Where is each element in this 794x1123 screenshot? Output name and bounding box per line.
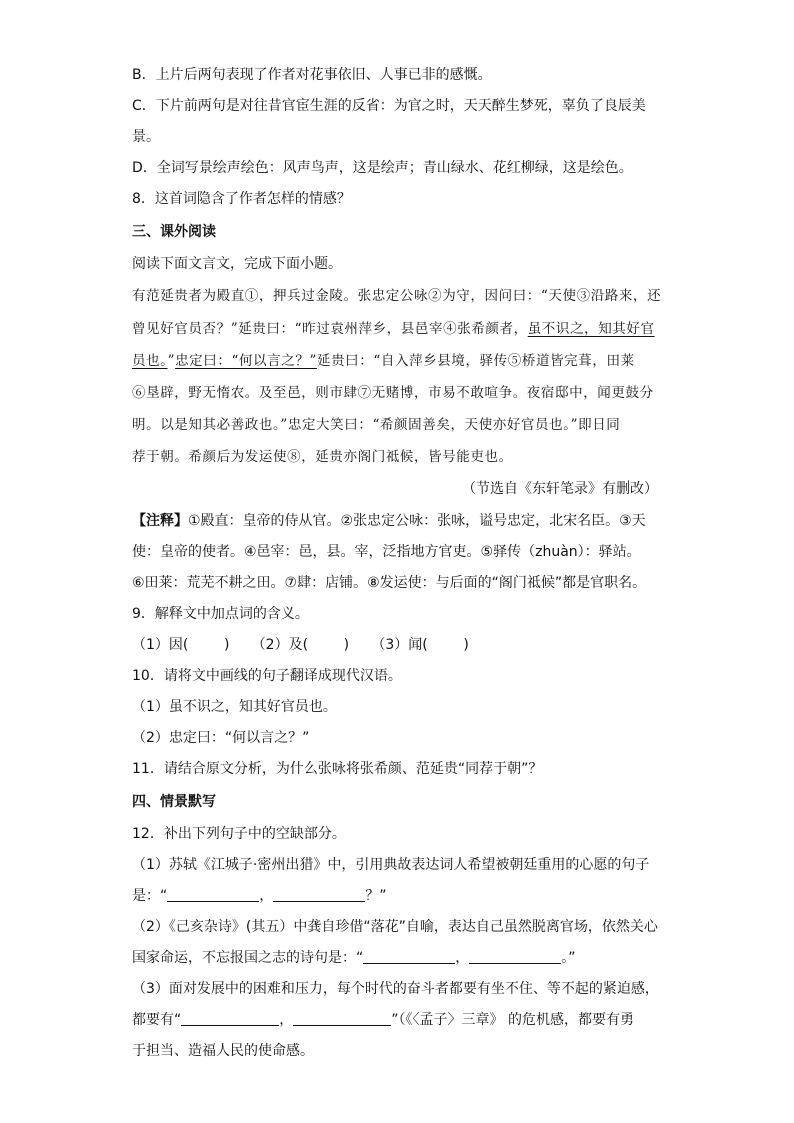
fill-blank[interactable]	[469, 949, 561, 964]
option-c-line1: C．下片前两句是对往昔官宦生涯的反省：为官之时，天天醉生梦死，辜负了良辰美	[132, 98, 646, 114]
fill-blank[interactable]	[181, 1011, 279, 1026]
fill-text: 。”	[561, 950, 576, 966]
option-d: D．全词写景绘声绘色：风声鸟声，这是绘声；青山绿水、花红柳绿，这是绘色。	[132, 160, 633, 176]
question-12-2-line2	[132, 947, 672, 969]
fill-text: ，	[455, 950, 470, 966]
passage-text: 延贵曰：“自入萍乡县境，驿传⑤桥道皆完葺，田莱	[316, 353, 635, 369]
question-12: 12．补出下列句子中的空缺部分。	[132, 826, 346, 842]
passage-line-5: 明。以是知其必善政也。”忠定大笑曰：“希颜固善矣，天使亦好官员也。”即日同	[132, 417, 621, 433]
passage-text: 曾见好官员否？”延贵曰：“昨过袁州萍乡，县邑宰④张希颜者，	[132, 321, 528, 337]
question-12-2-line1: （2）《己亥杂诗》(其五）中龚自珍借“落花”自喻，表达自己虽然脱离官场，依然关心	[132, 919, 658, 935]
fill-blank[interactable]	[273, 887, 365, 902]
option-c-line2: 景。	[132, 129, 160, 145]
notes-line-2: 使：皇帝的使者。④邑宰：邑，县。宰，泛指地方官吏。⑤驿传（zhuàn）：驿站。	[132, 544, 641, 560]
fill-text: ，	[279, 1012, 294, 1028]
notes-label: 【注释】	[132, 513, 188, 529]
question-12-3-line3: 于担当、造福人民的使命感。	[132, 1043, 314, 1059]
fill-blank[interactable]	[363, 949, 455, 964]
section-3-intro: 阅读下面文言文，完成下面小题。	[132, 256, 342, 272]
fill-text: ，	[259, 888, 274, 904]
question-10: 10．请将文中画线的句子翻译成现代汉语。	[132, 668, 402, 684]
passage-line-6: 荐于朝。希颜后为发运使⑧，延贵亦阁门祗候，皆号能吏也。	[132, 449, 513, 465]
notes-line-1	[132, 510, 672, 532]
passage-line-3	[132, 350, 672, 372]
fill-text: ？”	[365, 888, 387, 904]
passage-text: ”	[167, 353, 176, 369]
fill-text: ”（《〈孟子〉三章》 的危机感，都要有勇	[391, 1012, 634, 1028]
section-3-heading: 三、课外阅读	[132, 224, 216, 240]
question-12-1-line2	[132, 885, 672, 907]
section-4-heading: 四、情景默写	[132, 794, 216, 810]
passage-line-2	[132, 318, 672, 340]
underlined-sentence-1: 虽不识之，知其好官	[527, 321, 655, 337]
notes-line-3: ⑥田莱：荒芜不耕之田。⑦肆：店铺。⑧发运使：与后面的“阁门祗候”都是官职名。	[132, 575, 647, 591]
option-b: B．上片后两句表现了作者对花事依旧、人事已非的感慨。	[132, 67, 492, 83]
fill-text: 是：“	[132, 888, 168, 904]
question-12-1-line1: （1）苏轼《江城子·密州出猎》中，引用典故表达词人希望被朝廷重用的心愿的句子	[132, 857, 650, 873]
underlined-sentence-1-end: 员也。	[132, 353, 168, 369]
fill-text: 国家命运，不忘报国之志的诗句是：“	[132, 950, 364, 966]
fill-blank[interactable]	[167, 887, 259, 902]
passage-line-1: 有范延贵者为殿直①，押兵过金陵。张忠定公咏②为守，因问曰：“天使③沿路来，还	[132, 288, 662, 304]
question-10-item-1: （1）虽不识之，知其好官员也。	[132, 699, 337, 715]
fill-text: 都要有“	[132, 1012, 182, 1028]
notes-text: ①殿直：皇帝的侍从官。②张忠定公咏：张咏，谥号忠定，北宋名臣。③天	[188, 513, 646, 529]
question-12-3-line1: （3）面对发展中的困难和压力，每个时代的奋斗者都要有坐不住、等不起的紧迫感，	[132, 981, 659, 997]
question-10-item-2: （2）忠定曰：“何以言之？”	[132, 730, 310, 746]
passage-line-4: ⑥垦辟，野无惰农。及至邑，则市肆⑦无赌博，市易不敢喧争。夜宿邸中，闻更鼓分	[132, 385, 654, 401]
question-9: 9．解释文中加点词的含义。	[132, 606, 309, 622]
question-11: 11．请结合原文分析，为什么张咏将张希颜、范延贵“同荐于朝”？	[132, 761, 543, 777]
fill-blank[interactable]	[293, 1011, 391, 1026]
question-8: 8．这首词隐含了作者怎样的情感？	[132, 191, 351, 207]
passage-source: （节选自《东轩笔录》有删改）	[462, 481, 658, 497]
question-12-3-line2	[132, 1009, 672, 1031]
underlined-sentence-2: 忠定曰：“何以言之？”	[175, 353, 317, 369]
question-9-items: （1）因( ) （2）及( ) （3）闻( )	[132, 637, 469, 653]
